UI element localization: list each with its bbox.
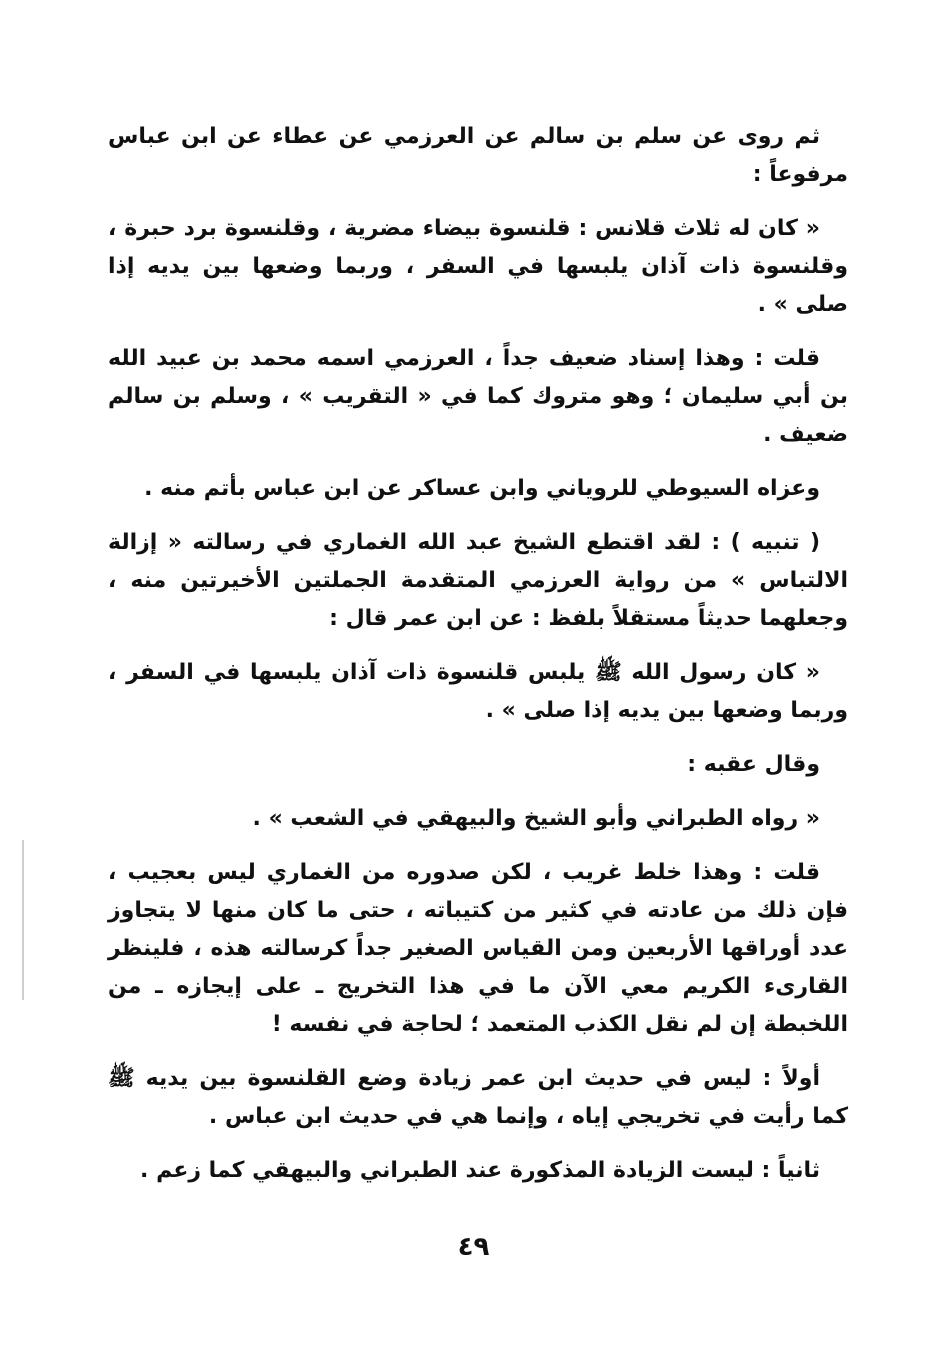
paragraph-second-point: ثانياً : ليست الزيادة المذكورة عند الطبراني والبيهقي كما زعم . bbox=[140, 1158, 820, 1183]
paragraph-note-ghumari: ( تنبيه ) : لقد اقتطع الشيخ عبد الله الغماري في رسالته « إزالة الالتباس » من رواية العرزمي المتقدمة الجملتين الأخيرتين منه ، وجعلهما حديثاً مستقلاً بلفظ : عن ابن عمر قال : bbox=[108, 530, 848, 631]
left-scan-edge bbox=[22, 840, 24, 1000]
paragraph-isnad-assessment: قلت : وهذا إسناد ضعيف جداً ، العرزمي اسمه محمد بن عبيد الله بن أبي سليمان ؛ وهو متروك كما في « التقريب » ، وسلم بن سالم ضعيف . bbox=[108, 346, 848, 447]
paragraph-suyuti-attribution: وعزاه السيوطي للروياني وابن عساكر عن ابن عباس بأتم منه . bbox=[144, 476, 820, 501]
paragraph-hadith-three-caps: « كان له ثلاث قلانس : قلنسوة بيضاء مضرية ، وقلنسوة برد حبرة ، وقلنسوة ذات آذان يلبسها في السفر ، وربما وضعها بين يديه إذا صلى » . bbox=[108, 216, 848, 317]
paragraph-narration-intro: ثم روى عن سلم بن سالم عن العرزمي عن عطاء عن ابن عباس مرفوعاً : bbox=[108, 124, 848, 187]
paragraph-and-he-said: وقال عقبه : bbox=[687, 752, 820, 777]
page-number: ٤٩ bbox=[457, 1232, 490, 1262]
paragraph-hadith-ibn-umar: « كان رسول الله ﷺ يلبس قلنسوة ذات آذان يلبسها في السفر ، وربما وضعها بين يديه إذا صلى » . bbox=[108, 660, 848, 723]
paragraph-critique: قلت : وهذا خلط غريب ، لكن صدوره من الغماري ليس بعجيب ، فإن ذلك من عادته في كثير من كتيباته ، حتى ما كان منها لا يتجاوز عدد أوراقها الأربعين ومن القياس الصغير جداً كرسالته هذه ، فلينظر القارىء الكريم معي الآن ما في هذا التخريج ـ على إيجازه ـ من اللخبطة إن لم نقل الكذب المتعمد ؛ لحاجة في نفسه ! bbox=[108, 860, 848, 1037]
paragraph-first-point: أولاً : ليس في حديث ابن عمر زيادة وضع القلنسوة بين يديه ﷺ كما رأيت في تخريجي إياه ، وإنما هي في حديث ابن عباس . bbox=[108, 1066, 848, 1129]
page-body-text bbox=[108, 118, 848, 1206]
paragraph-takhrij-quote: « رواه الطبراني وأبو الشيخ والبيهقي في الشعب » . bbox=[252, 806, 820, 831]
